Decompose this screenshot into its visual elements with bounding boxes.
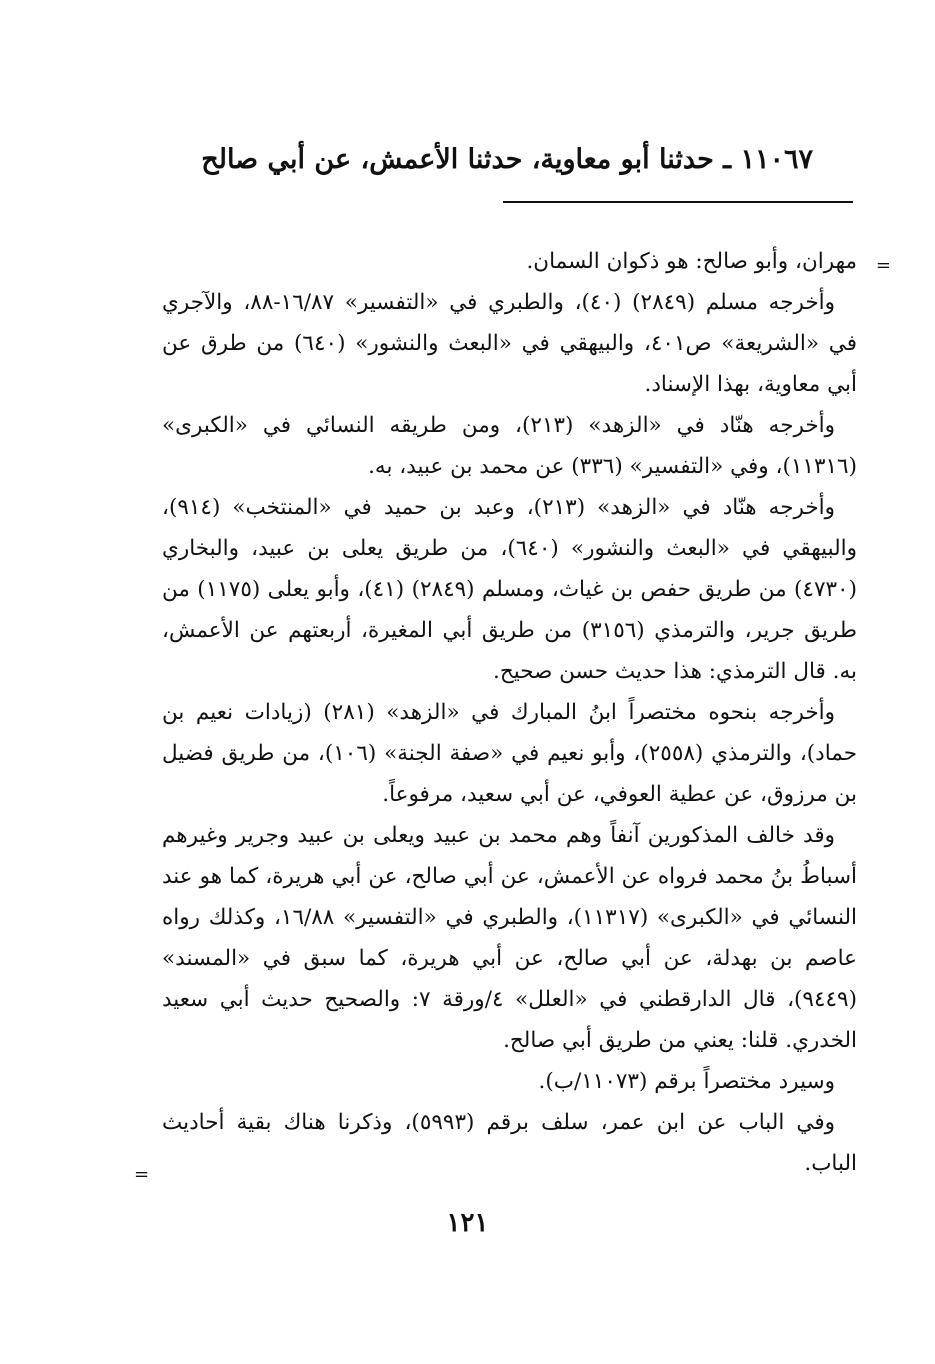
footnote-paragraph: وأخرجه هنّاد في «الزهد» (٢١٣)، ومن طريقه النسائي في «الكبرى» (١١٣١٦)، وفي «التفسير» (٣٣٦) عن محمد بن عبيد، به. <box>162 413 857 479</box>
footnote-paragraph: وفي الباب عن ابن عمر، سلف برقم (٥٩٩٣)، وذكرنا هناك بقية أحاديث الباب. <box>162 1110 857 1176</box>
footnotes-block <box>162 241 857 1184</box>
footnote-paragraph: وأخرجه هنّاد في «الزهد» (٢١٣)، وعبد بن حميد في «المنتخب» (٩١٤)، والبيهقي في «البعث والنشور» (٦٤٠)، من طريق يعلى بن عبيد، والبخاري (٤٧٣٠) من طريق حفص بن غياث، ومسلم (٢٨٤٩) (٤١)، وأبو يعلى (١١٧٥) من طريق جرير، والترمذي (٣١٥٦) من طريق أبي المغيرة، أربعتهم عن الأعمش، به. قال الترمذي: هذا حديث حسن صحيح. <box>162 495 857 684</box>
footnote-paragraph: وأخرجه بنحوه مختصراً ابنُ المبارك في «الزهد» (٢٨١) (زيادات نعيم بن حماد)، والترمذي (٢٥٥٨)، وأبو نعيم في «صفة الجنة» (١٠٦)، من طريق فضيل بن مرزوق، عن عطية العوفي، عن أبي سعيد، مرفوعاً. <box>162 700 858 807</box>
footnote-continuation-marker: = <box>875 255 891 276</box>
footnote-separator <box>503 201 853 203</box>
hadith-text-line: ١١٠٦٧ ـ حدثنا أبو معاوية، حدثنا الأعمش، عن أبي صالح <box>201 144 813 175</box>
footnote-paragraph: وسيرد مختصراً برقم (١١٠٧٣/ب). <box>538 1069 835 1094</box>
footnote-paragraph: مهران، وأبو صالح: هو ذكوان السمان. <box>526 249 857 274</box>
footnote-paragraph: وأخرجه مسلم (٢٨٤٩) (٤٠)، والطبري في «التفسير» ١٦/٨٧-٨٨، والآجري في «الشريعة» ص٤٠١، والبيهقي في «البعث والنشور» (٦٤٠) من طرق عن أبي معاوية، بهذا الإسناد. <box>162 290 858 397</box>
footnote-continues-marker: = <box>134 1164 150 1185</box>
page-number: ١٢١ <box>446 1208 489 1238</box>
footnote-paragraph: وقد خالف المذكورين آنفاً وهم محمد بن عبيد ويعلى بن عبيد وجرير وغيرهم أسباطُ بنُ محمد فرواه عن الأعمش، عن أبي صالح، عن أبي هريرة، كما هو عند النسائي في «الكبرى» (١١٣١٧)، والطبري في «التفسير» ١٦/٨٨، وكذلك رواه عاصم بن بهدلة، عن أبي صالح، عن أبي هريرة، كما سبق في «المسند» (٩٤٤٩)، قال الدارقطني في «العلل» ٤/ورقة ٧: والصحيح حديث أبي سعيد الخدري. قلنا: يعني من طريق أبي صالح. <box>162 823 858 1053</box>
